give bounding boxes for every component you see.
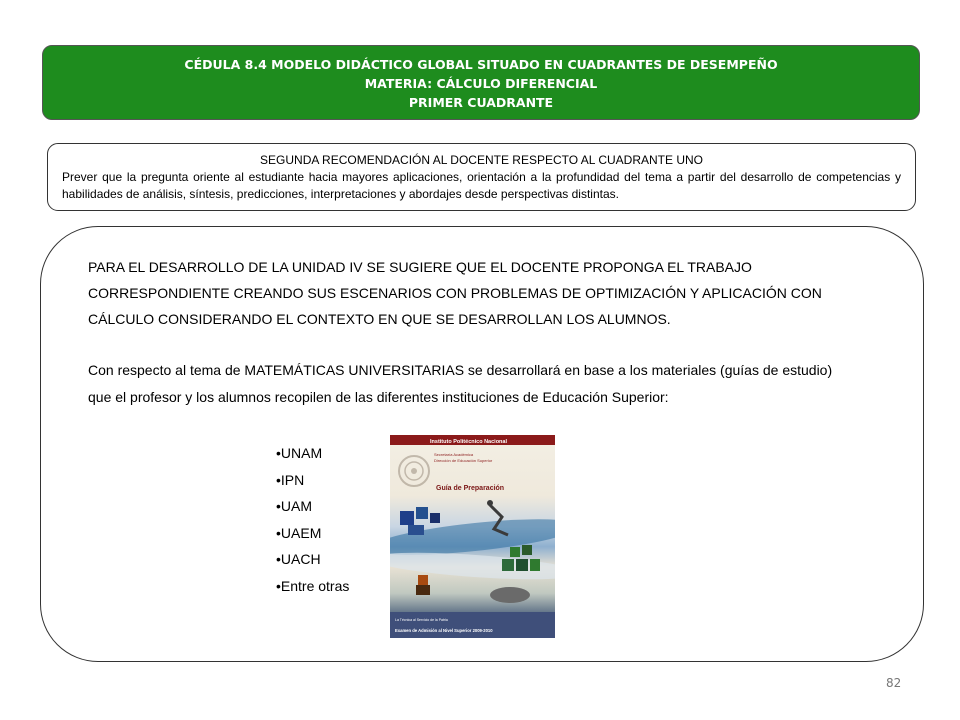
list-item: • IPN <box>276 467 349 494</box>
paragraph-line: CÁLCULO CONSIDERANDO EL CONTEXTO EN QUE SE DESARROLLAN LOS ALUMNOS. <box>88 311 671 327</box>
institutions-list <box>276 440 349 599</box>
header-title-line3: PRIMER CUADRANTE <box>408 95 554 110</box>
recommendation-title: SEGUNDA RECOMENDACIÓN AL DOCENTE RESPECTO AL CUADRANTE UNO <box>260 153 703 167</box>
list-item: • UAEM <box>276 520 349 547</box>
paragraph-line: Con respecto al tema de MATEMÁTICAS UNIVERSITARIAS se desarrollará en base a los materiales (guías de estudio) <box>88 362 833 378</box>
paragraph-line: PARA EL DESARROLLO DE LA UNIDAD IV SE SUGIERE QUE EL DOCENTE PROPONGA EL TRABAJO <box>88 259 752 275</box>
unit-suggestion-paragraph <box>88 254 888 332</box>
materials-paragraph <box>88 357 878 411</box>
recommendation-box <box>47 143 916 211</box>
institution-seal-icon <box>396 447 432 495</box>
list-item: • UNAM <box>276 440 349 467</box>
list-item: • UACH <box>276 546 349 573</box>
list-item: • UAM <box>276 493 349 520</box>
cover-footer <box>390 612 555 638</box>
page-number: 82 <box>886 676 902 690</box>
header-title-line1: CÉDULA 8.4 MODELO DIDÁCTICO GLOBAL SITUADO EN CUADRANTES DE DESEMPEÑO <box>184 57 778 72</box>
paragraph-line: que el profesor y los alumnos recopilen de las diferentes instituciones de Educación Superior: <box>88 389 669 405</box>
list-item: • Entre otras <box>276 573 349 600</box>
cover-illustration <box>390 495 555 615</box>
cover-title: Guía de Preparación <box>436 485 505 492</box>
header-title-line2: MATERIA: CÁLCULO DIFERENCIAL <box>364 76 598 91</box>
guide-cover-image <box>390 435 555 638</box>
cover-institution: Instituto Politécnico Nacional <box>430 439 508 445</box>
recommendation-text: Prever que la pregunta oriente al estudiante hacia mayores aplicaciones, orientación a la profundidad del tema a partir del desarrollo de competencias y habilidades de análisis, síntesis, predicciones, interpretaciones y abordajes desde perspectivas distintas. <box>62 170 901 201</box>
cover-footer-motto: La Técnica al Servicio de la Patria <box>395 618 448 622</box>
header-banner <box>42 45 920 120</box>
cover-subtitle-2: Dirección de Educación Superior <box>434 458 493 463</box>
paragraph-line: CORRESPONDIENTE CREANDO SUS ESCENARIOS CON PROBLEMAS DE OPTIMIZACIÓN Y APLICACIÓN CON <box>88 285 822 301</box>
cover-subtitle-1: Secretaría Académica <box>434 452 474 457</box>
cover-footer-title: Examen de Admisión al Nivel Superior 2009-2010 <box>395 628 493 633</box>
